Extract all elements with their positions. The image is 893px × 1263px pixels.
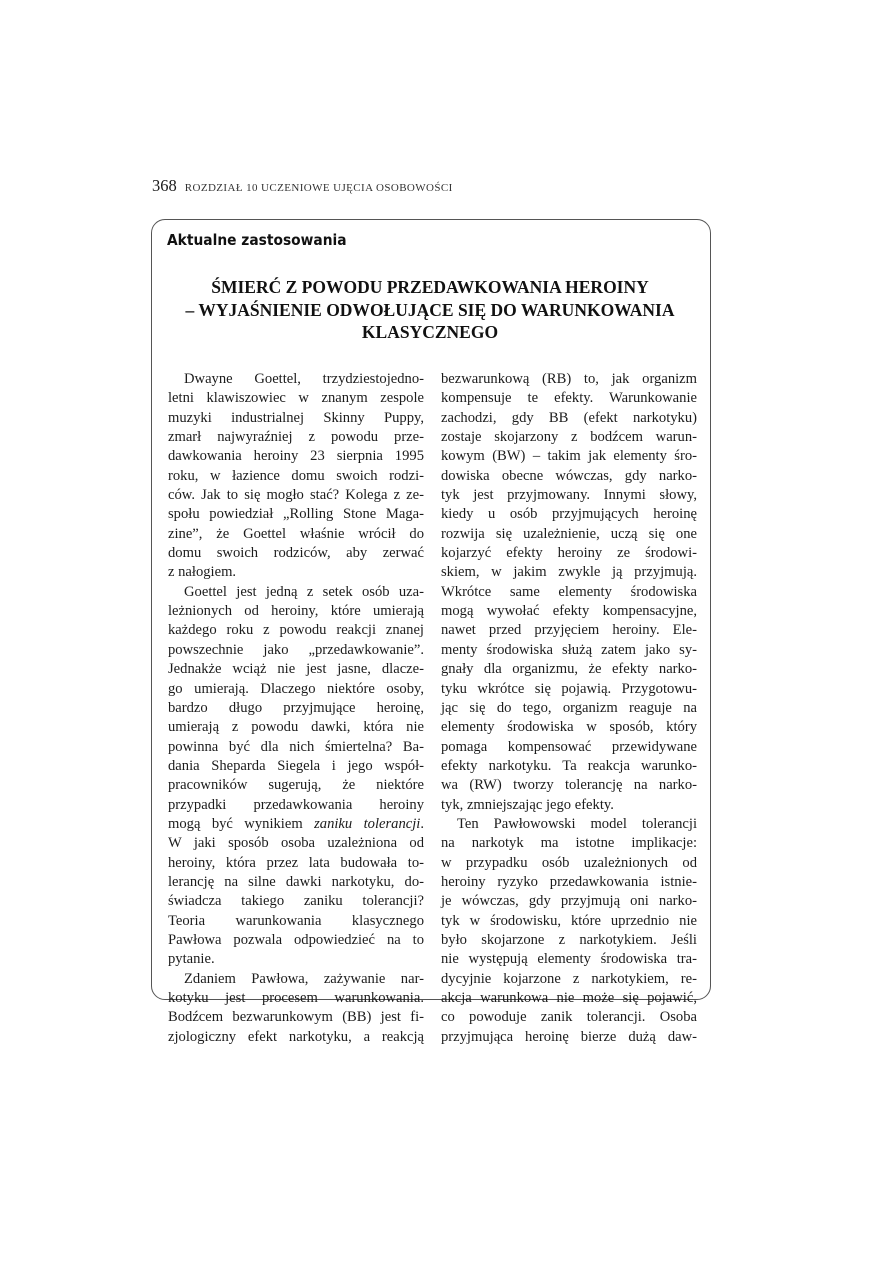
text-segment: . bbox=[420, 815, 425, 832]
text-line: tyk w środowisku, które uprzednio nie bbox=[441, 912, 697, 929]
title-line: KLASYCZNEGO bbox=[361, 322, 499, 342]
title-line: – WYJAŚNIENIE ODWOŁUJĄCE SIĘ DO WARUNKOWANIA bbox=[185, 299, 675, 320]
text-segment: mogą być wynikiem bbox=[168, 815, 315, 832]
text-line: co powoduje zanik tolerancji. Osoba bbox=[441, 1009, 697, 1026]
text-line: letni klawiszowiec w znanym zespole bbox=[168, 390, 424, 407]
text-line: pomaga kompensować przewidywane bbox=[441, 738, 697, 755]
text-line: je wówczas, gdy przyjmują oni narko- bbox=[441, 893, 697, 910]
text-line: zachodzi, gdy BB (efekt narkotyku) bbox=[441, 409, 697, 426]
text-line: pytanie. bbox=[168, 951, 215, 968]
text-line: kowym (BW) – takim jak elementy śro- bbox=[441, 448, 697, 465]
text-line: kotyku jest procesem warunkowania. bbox=[168, 990, 424, 1006]
text-line: zmarł najwyraźniej z powodu prze- bbox=[168, 429, 424, 446]
text-line: menty środowiska służą zatem jako sy- bbox=[441, 641, 697, 658]
text-line: W jaki sposób osoba uzależniona od bbox=[168, 835, 424, 852]
text-line: Dwayne Goettel, trzydziestojedno- bbox=[184, 371, 424, 387]
text-line bbox=[168, 815, 424, 834]
text-line: powinna być dla nich śmiertelna? Ba- bbox=[168, 738, 424, 755]
text-line: akcja warunkowa nie może się pojawić, bbox=[441, 990, 697, 1006]
text-line: bardzo długo przyjmujące heroinę, bbox=[168, 699, 424, 716]
text-line: roku, w łazience domu swoich rodzi- bbox=[168, 467, 424, 484]
text-line: dowiska obecne wówczas, gdy narko- bbox=[441, 467, 697, 484]
text-line: gnały dla organizmu, że efekty narko- bbox=[441, 661, 697, 678]
text-line: ców. Jak to się mogło stać? Kolega z ze- bbox=[168, 487, 424, 504]
text-line: przyjmująca heroinę bierze dużą daw- bbox=[441, 1028, 697, 1045]
text-line: Jednakże wciąż nie jest jasne, dlacze- bbox=[168, 661, 424, 678]
text-line: kompensuje te efekty. Warunkowanie bbox=[441, 390, 697, 407]
text-line: jąc się do tego, organizm reaguje na bbox=[441, 699, 697, 716]
box-label: Aktualne zastosowania bbox=[167, 231, 347, 249]
text-line: zostaje skojarzony z bodźcem warun- bbox=[441, 429, 697, 446]
text-line: tyku wkrótce się pojawią. Przygotowu- bbox=[441, 680, 697, 697]
page-number: 368 bbox=[152, 176, 177, 195]
text-line: rozwija się uzależnienie, uczą się one bbox=[441, 525, 697, 542]
text-line: dycyjnie kojarzone z narkotykiem, re- bbox=[441, 970, 697, 987]
text-line: efekty narkotyku. Ta reakcja warunko- bbox=[441, 757, 697, 774]
text-line: zine”, że Goettel właśnie wrócił do bbox=[168, 525, 424, 542]
text-line: w przypadku osób uzależnionych od bbox=[441, 854, 697, 871]
title-line: ŚMIERĆ Z POWODU PRZEDAWKOWANIA HEROINY bbox=[211, 277, 649, 297]
text-line: społu powiedział „Rolling Stone Maga- bbox=[168, 506, 424, 523]
text-line: muzyki industrialnej Skinny Puppy, bbox=[168, 409, 424, 426]
text-line: powszechnie jako „przedawkowanie”. bbox=[168, 641, 424, 658]
text-line: kojarzyć efekty heroiny ze środowi- bbox=[441, 545, 697, 562]
text-line: leżnionych od heroiny, które umierają bbox=[168, 603, 424, 620]
text-line: dawkowania heroiny 23 sierpnia 1995 bbox=[168, 448, 424, 465]
text-line: lerancję na silne dawki narkotyku, do- bbox=[168, 873, 424, 890]
text-line: kiedy u osób przyjmujących heroinę bbox=[441, 506, 697, 523]
left-column bbox=[168, 370, 424, 1047]
text-line: bezwarunkową (RB) to, jak organizm bbox=[441, 371, 697, 387]
text-line: dania Sheparda Siegela i jego współ- bbox=[168, 757, 424, 774]
text-line: zjologiczny efekt narkotyku, a reakcją bbox=[168, 1028, 424, 1045]
text-line: każdego roku z powodu reakcji znanej bbox=[168, 622, 424, 639]
text-line: mogą wywołać efekty kompensacyjne, bbox=[441, 603, 697, 620]
text-line: umierają z powodu dawki, która nie bbox=[168, 719, 424, 736]
box-title bbox=[170, 276, 690, 344]
text-line: świadcza takiego zaniku tolerancji? bbox=[168, 893, 424, 910]
running-header bbox=[152, 176, 453, 196]
text-line: tyk jest przyjmowany. Innymi słowy, bbox=[441, 487, 697, 504]
text-line: Bodźcem bezwarunkowym (BB) jest fi- bbox=[168, 1009, 424, 1026]
text-line: pracowników sugerują, że niektóre bbox=[168, 777, 424, 794]
text-line: Pawłowa pozwala odpowiedzieć na to bbox=[168, 931, 424, 948]
text-line: go umierają. Dlaczego niektóre osoby, bbox=[168, 680, 424, 697]
text-line: przypadki przedawkowania heroiny bbox=[168, 796, 424, 813]
text-line: było skojarzone z narkotykiem. Jeśli bbox=[441, 931, 697, 948]
emphasis: zaniku tolerancji bbox=[314, 815, 421, 832]
text-line: tyk, zmniejszając jego efekty. bbox=[441, 796, 614, 813]
text-line: heroiny, która przez lata budowała to- bbox=[168, 854, 424, 871]
text-line: elementy środowiska w sposób, który bbox=[441, 719, 697, 736]
text-line: Wkrótce same elementy środowiska bbox=[441, 583, 697, 600]
text-line: heroiny ryzyko przedawkowania istnie- bbox=[441, 873, 697, 890]
text-line: Teoria warunkowania klasycznego bbox=[168, 912, 424, 929]
text-line: Ten Pawłowowski model tolerancji bbox=[457, 815, 697, 832]
text-line: Zdaniem Pawłowa, zażywanie nar- bbox=[184, 970, 424, 987]
text-line: nie występują elementy środowiska tra- bbox=[441, 951, 697, 968]
text-line: z nałogiem. bbox=[168, 564, 237, 581]
text-line: wa (RW) tworzy tolerancję na narko- bbox=[441, 777, 697, 794]
text-line: nawet przed przyjęciem heroiny. Ele- bbox=[441, 622, 697, 639]
text-line: Goettel jest jedną z setek osób uza- bbox=[184, 583, 424, 600]
chapter-title: ROZDZIAŁ 10 UCZENIOWE UJĘCIA OSOBOWOŚCI bbox=[184, 182, 453, 194]
text-line: na narkotyk ma istotne implikacje: bbox=[441, 835, 697, 852]
text-line: domu swoich rodziców, aby zerwać bbox=[168, 545, 424, 562]
right-column bbox=[441, 370, 697, 1047]
text-line: skiem, w jakim zwykle ją przyjmują. bbox=[441, 564, 697, 581]
